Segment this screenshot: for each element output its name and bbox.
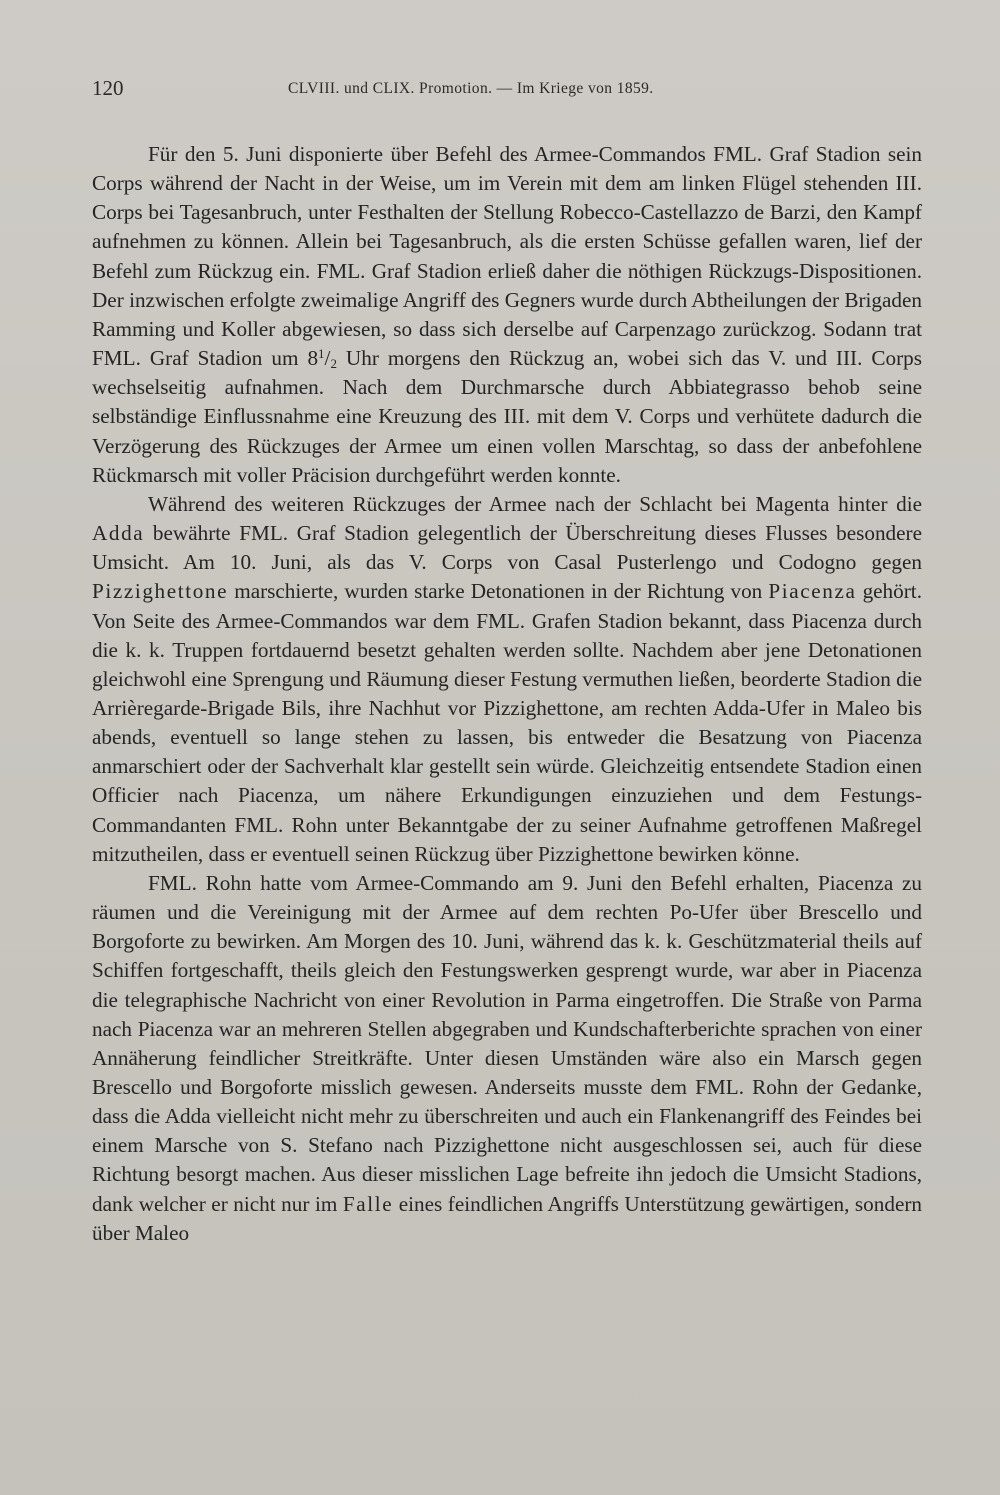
text-run: gehört. Von Seite des Armee-Commandos war dem FML. Grafen Stadion bekannt, dass Piacenza durch die k. k. Truppen fortdauernd besetzt gehalten werden sollte. Nachdem aber jene Detonationen gleichwohl eine Sprengung und Räumung dieser Festung vermuthen ließen, beorderte Stadion die Arrièregarde-Brigade Bils, ihre Nachhut vor Pizzighettone, am rechten Adda-Ufer in Maleo bis abends, eventuell so lange stehen zu lassen, bis entweder die Besatzung von Piacenza anmarschiert oder der Sachverhalt klar gestellt sein würde. Gleichzeitig entsendete Stadion einen Officier nach Piacenza, um nähere Erkundigungen einzuziehen und dem Festungs-Commandanten FML. Rohn unter Bekanntgabe der zu seiner Aufnahme getroffenen Maßregel mitzutheilen, dass er eventuell seinen Rückzug über Pizzighettone bewirken könne. — [92, 579, 922, 866]
text-run: eines feindlichen Angriffs Unterstützung gewärtigen, sondern über Maleo — [92, 1191, 922, 1245]
spaced-place-name: Piacenza — [768, 579, 857, 604]
page-number: 120 — [92, 76, 124, 100]
fraction-numerator: 1 — [318, 346, 325, 362]
fraction-denominator: 2 — [330, 356, 337, 372]
spaced-place-name: Adda — [92, 521, 145, 546]
text-run: Uhr morgens den Rückzug an, wobei sich das V. und III. Corps wechselseitig aufnahmen. Nach dem Durchmarsche durch Abbiategrasso behob seine selbständige Einflussnahme eine Kreuzung des III. mit dem V. Corps und verhütete dadurch die Verzögerung des Rückzuges der Armee um einen vollen Marschtag, so dass der anbefohlene Rückmarsch mit voller Präcision durchgeführt werden konnte. — [92, 346, 923, 487]
text-run: Für den 5. Juni disponierte über Befehl des Armee-Commandos FML. Graf Stadion sein Corps während der Nacht in der Weise, um im Verein mit dem am linken Flügel stehenden III. Corps bei Tagesanbruch, unter Festhalten der Stellung Robecco-Castellazzo de Barzi, den Kampf aufnehmen zu können. Allein bei Tagesanbruch, als die ersten Schüsse gefallen waren, lief der Befehl zum Rückzug ein. FML. Graf Stadion erließ daher die nöthigen Rückzugs-Dispositionen. Der inzwischen erfolgte zweimalige Angriff des Gegners wurde durch Abtheilungen der Brigaden Ramming und Koller abgewiesen, so dass sich derselbe auf Carpenzago zurückzog. Sodann trat FML. Graf Stadion um 8 — [92, 142, 922, 371]
paragraph-3 — [92, 869, 922, 1248]
body-text — [92, 140, 922, 1248]
paragraph-1 — [92, 140, 922, 490]
text-run: bewährte FML. Graf Stadion gelegentlich der Überschreitung dieses Flusses besondere Umsicht. Am 10. Juni, als das V. Corps von Casal Pusterlengo und Codogno gegen — [92, 521, 922, 575]
page-header — [92, 76, 922, 106]
spaced-place-name: Pizzighettone — [92, 579, 229, 604]
spaced-word: Falle — [342, 1191, 394, 1216]
text-run: Während des weiteren Rückzuges der Armee nach der Schlacht bei Magenta hinter die — [148, 491, 922, 516]
text-run: FML. Rohn hatte vom Armee-Commando am 9. Juni den Befehl erhalten, Piacenza zu räumen und die Vereinigung mit der Armee auf dem rechten Po-Ufer über Brescello und Borgoforte zu bewirken. Am Morgen des 10. Juni, während das k. k. Geschützmaterial theils auf Schiffen fortgeschafft, theils gleich den Festungswerken gesprengt wurde, war aber in Piacenza die telegraphische Nachricht von einer Revolution in Parma eingetroffen. Die Straße von Parma nach Piacenza war an mehreren Stellen abgegraben und Kundschafterberichte sprachen von einer Annäherung feindlicher Streitkräfte. Unter diesen Umständen wäre also ein Marsch gegen Brescello und Borgoforte misslich gewesen. Anderseits musste dem FML. Rohn der Gedanke, dass die Adda vielleicht nicht mehr zu überschreiten und auch ein Flankenangriff des Feindes bei einem Marsche von S. Stefano nach Pizzighettone nicht ausgeschlossen sei, auch für diese Richtung besorgt machen. Aus dieser misslichen Lage befreite ihn jedoch die Umsicht Stadions, dank welcher er nicht nur im — [92, 870, 922, 1216]
text-run: marschierte, wurden starke Detonationen in der Richtung von — [228, 579, 769, 604]
running-head: CLVIII. und CLIX. Promotion. — Im Kriege von 1859. — [288, 80, 654, 97]
paragraph-2 — [92, 490, 922, 869]
fraction-slash: / — [324, 346, 331, 371]
